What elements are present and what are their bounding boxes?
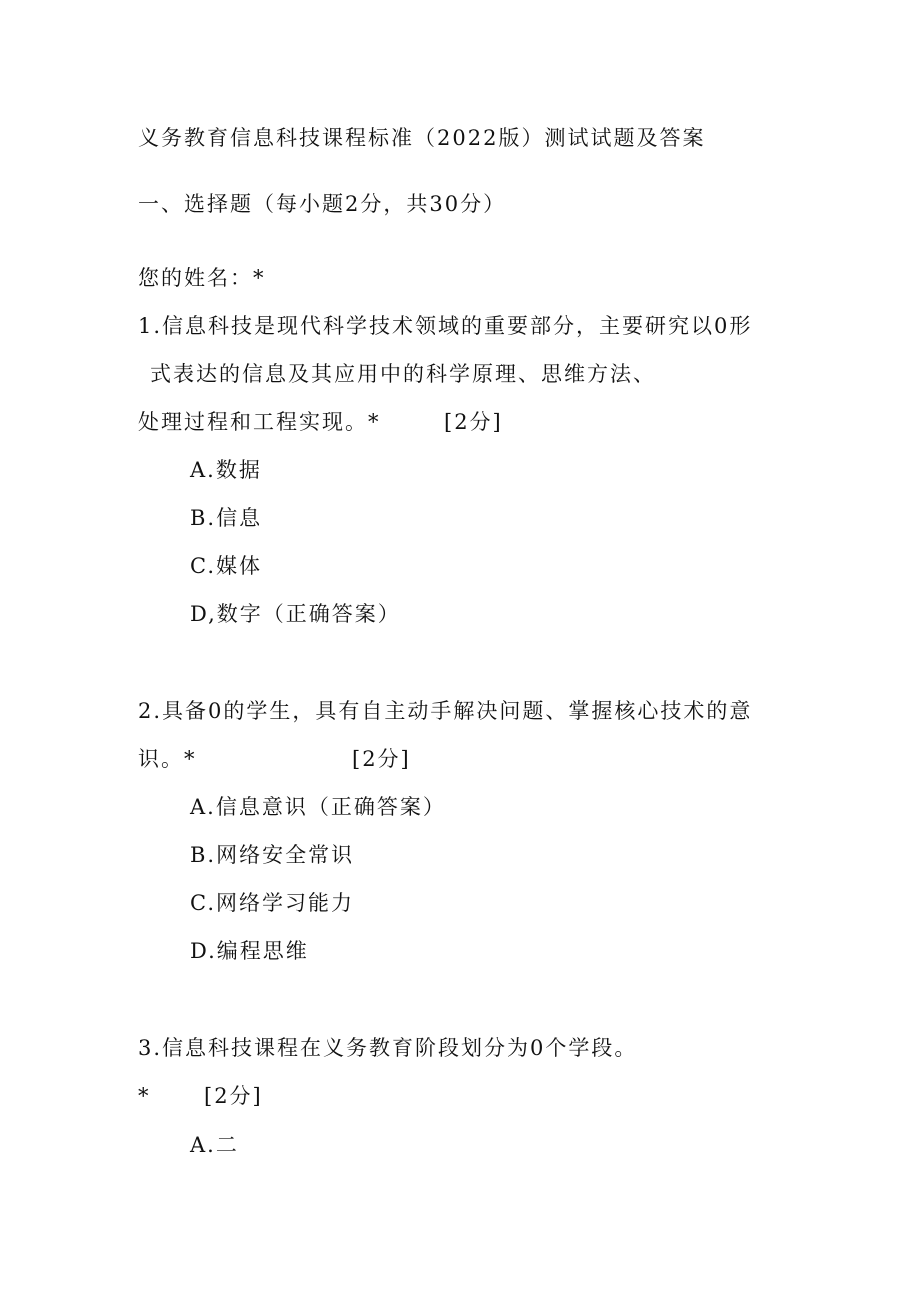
question-text-line: 2.具备0的学生，具有自主动手解决问题、掌握核心技术的意 bbox=[138, 699, 753, 723]
question-text-line: 1.信息科技是现代科学技术领域的重要部分，主要研究以0形 bbox=[138, 314, 753, 338]
option-b[interactable]: B.信息 bbox=[190, 506, 263, 530]
section-heading: 一、选择题（每小题2分，共30分） bbox=[138, 192, 507, 216]
question-score: [2分] bbox=[352, 747, 411, 771]
document-title: 义务教育信息科技课程标准（2022版）测试试题及答案 bbox=[138, 126, 706, 150]
option-c[interactable]: C.媒体 bbox=[190, 554, 262, 578]
name-field-label: 您的姓名：* bbox=[138, 266, 266, 290]
option-a[interactable]: A.数据 bbox=[190, 458, 262, 482]
option-a[interactable]: A.信息意识（正确答案） bbox=[190, 795, 446, 819]
question-text-line: 处理过程和工程实现。* bbox=[138, 410, 381, 434]
question-text-line: 3.信息科技课程在义务教育阶段划分为0个学段。 bbox=[138, 1036, 638, 1060]
question-score: [2分] bbox=[444, 410, 503, 434]
option-b[interactable]: B.网络安全常识 bbox=[190, 843, 355, 867]
option-d[interactable]: D.编程思维 bbox=[190, 939, 309, 963]
option-a[interactable]: A.二 bbox=[190, 1133, 239, 1157]
question-text-line: 式表达的信息及其应用中的科学原理、思维方法、 bbox=[150, 362, 656, 386]
option-d[interactable]: D,数字（正确答案） bbox=[190, 602, 401, 626]
question-score: [2分] bbox=[204, 1084, 263, 1108]
question-text-line: 识。* bbox=[138, 747, 197, 771]
question-text-line: * bbox=[138, 1084, 151, 1108]
option-c[interactable]: C.网络学习能力 bbox=[190, 891, 354, 915]
